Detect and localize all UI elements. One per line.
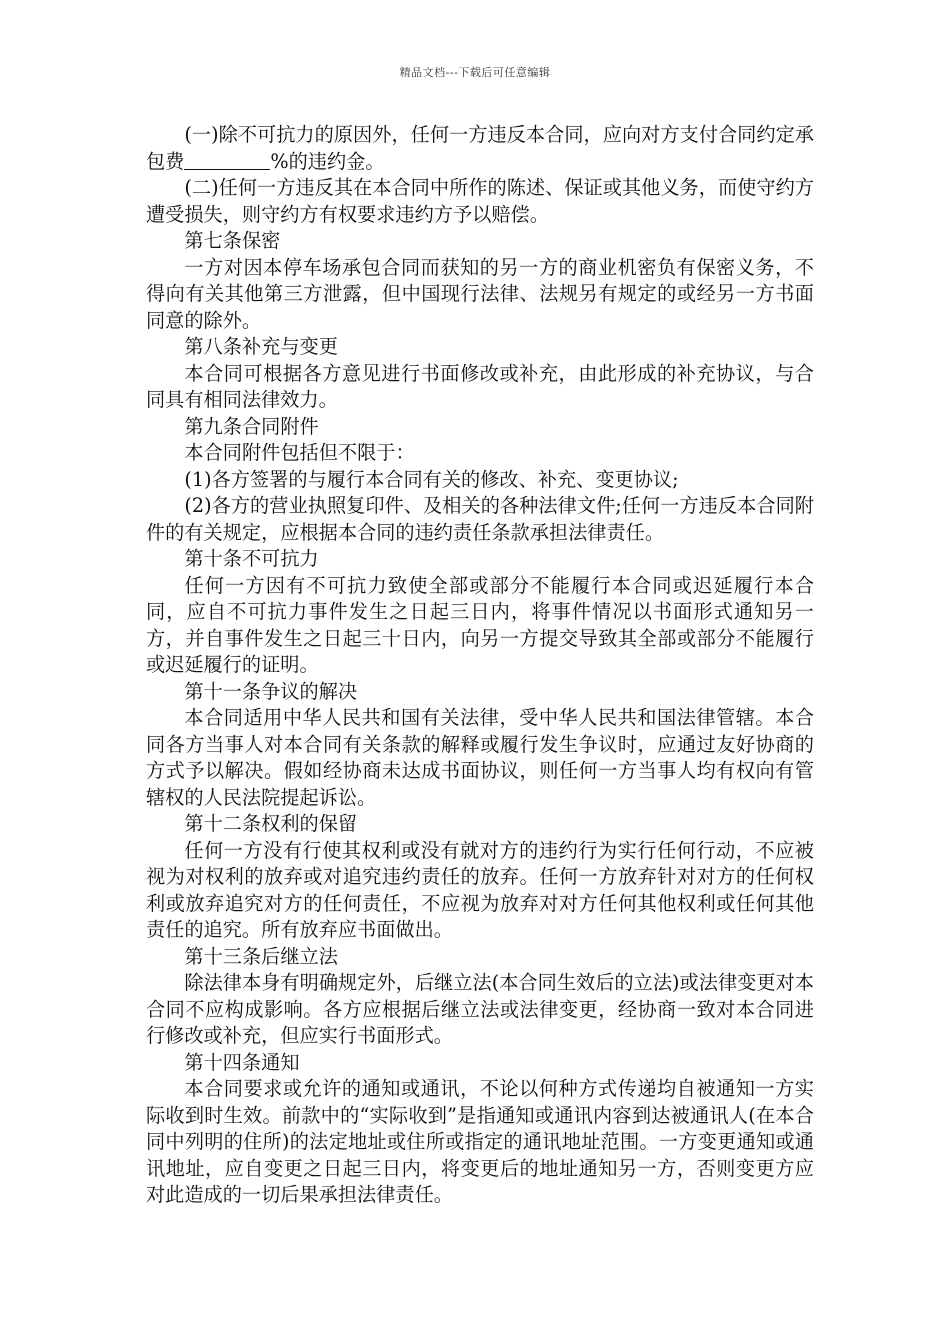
section-heading: 第八条补充与变更 xyxy=(184,335,338,358)
list-item: (1)各方签署的与履行本合同有关的修改、补充、变更协议; xyxy=(184,467,679,491)
clause-paragraph: 任何一方没有行使其权利或没有就对方的违约行为实行任何行动，不应被视为对权利的放弃或对追究违约责任的放弃。任何一方放弃针对对方的任何权利或放弃追究对方的任何责任，不应视为放弃对对方任何其他权利或任何其他责任的追究。所有放弃应书面做出。 xyxy=(146,838,814,941)
clause-paragraph: 一方对因本停车场承包合同而获知的另一方的商业机密负有保密义务，不得向有关其他第三方泄露，但中国现行法律、法规另有规定的或经另一方书面同意的除外。 xyxy=(146,255,814,332)
section-heading: 第七条保密 xyxy=(184,229,281,252)
clause-paragraph: 本合同可根据各方意见进行书面修改或补充，由此形成的补充协议，与合同具有相同法律效力。 xyxy=(146,361,814,411)
section-heading: 第十四条通知 xyxy=(184,1050,300,1074)
clause-paragraph: 除法律本身有明确规定外，后继立法(本合同生效后的立法)或法律变更对本合同不应构成影响。各方应根据后继立法或法律变更，经协商一致对本合同进行修改或补充，但应实行书面形式。 xyxy=(146,971,814,1047)
section-heading: 第十一条争议的解决 xyxy=(184,679,358,703)
clause-paragraph: 本合同附件包括但不限于： xyxy=(184,441,415,464)
clause-paragraph: 本合同要求或允许的通知或通讯，不论以何种方式传递均自被通知一方实际收到时生效。前款中的“实际收到”是指通知或通讯内容到达被通讯人(在本合同中列明的住所)的法定地址或住所或指定的通讯地址范围。一方变更通知或通讯地址，应自变更之日起三日内，将变更后的地址通知另一方，否则变更方应对此造成的一切后果承担法律责任。 xyxy=(146,1077,814,1206)
section-heading: 第九条合同附件 xyxy=(184,414,319,438)
clause-paragraph: 本合同适用中华人民共和国有关法律，受中华人民共和国法律管辖。本合同各方当事人对本合同有关条款的解释或履行发生争议时，应通过友好协商的方式予以解决。假如经协商未达成书面协议，则任何一方当事人均有权向有管辖权的人民法院提起诉讼。 xyxy=(146,706,814,809)
list-item: (2)各方的营业执照复印件、及相关的各种法律文件;任何一方违反本合同附件的有关规定，应根据本合同的违约责任条款承担法律责任。 xyxy=(146,494,814,544)
fill-in-blank xyxy=(184,151,270,170)
clause-paragraph-breach-penalty: (一)除不可抗力的原因外，任何一方违反本合同，应向对方支付合同约定承包费 %的违约金。 xyxy=(146,123,814,173)
clause-paragraph: 任何一方因有不可抗力致使全部或部分不能履行本合同或迟延履行本合同，应自不可抗力事件发生之日起三日内，将事件情况以书面形式通知另一方，并自事件发生之日起三十日内，向另一方提交导致其全部或部分不能履行或迟延履行的证明。 xyxy=(146,573,814,676)
page-header: 精品文档---下载后可任意编辑 xyxy=(399,66,551,79)
clause-paragraph: (二)任何一方违反其在本合同中所作的陈述、保证或其他义务，而使守约方遭受损失，则守约方有权要求违约方予以赔偿。 xyxy=(146,176,814,226)
document-body xyxy=(146,122,814,1209)
section-heading: 第十条不可抗力 xyxy=(184,547,319,570)
section-heading: 第十三条后继立法 xyxy=(184,944,338,968)
section-heading: 第十二条权利的保留 xyxy=(184,812,358,835)
